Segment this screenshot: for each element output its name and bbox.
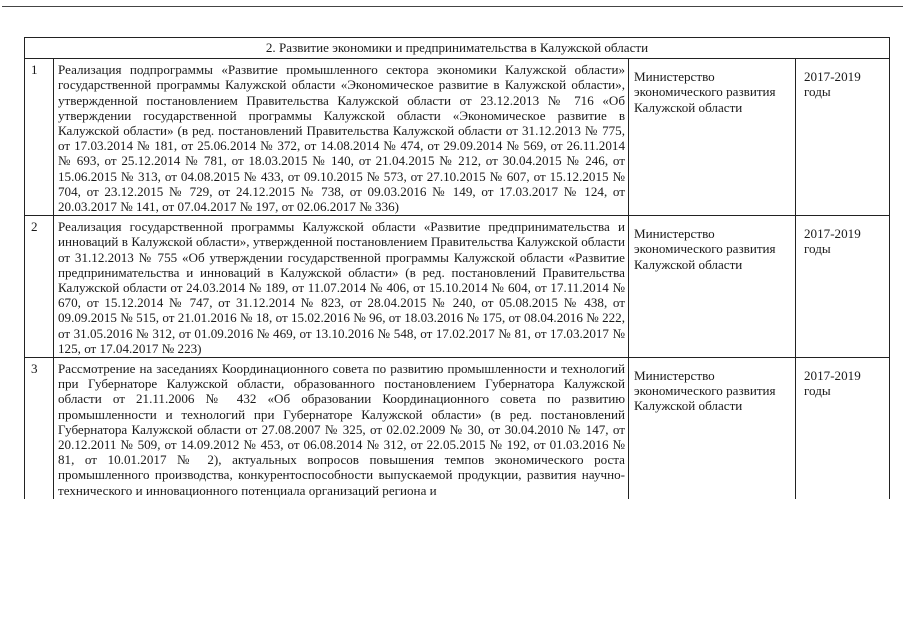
row-executor: Министерство экономического развития Калужской области xyxy=(629,59,796,216)
row-description: Реализация государственной программы Калужской области «Развитие предпринимательства и инноваций в Калужской области», утвержденной постановлением Правительства Калужской области от 31.12.2013 № 755 «Об утверждении государственной программы Калужской области «Развитие предпринимательства и инноваций в Калужской области» (в ред. постановлений Правительства Калужской области от 24.03.2014 № 189, от 11.07.2014 № 406, от 15.10.2014 № 604, от 17.11.2014 № 670, от 15.12.2014 № 747, от 31.12.2014 № 823, от 28.04.2015 № 240, от 05.08.2015 № 438, от 09.09.2015 № 515, от 21.01.2016 № 18, от 15.02.2016 № 96, от 18.03.2016 № 175, от 08.04.2016 № 222, от 31.05.2016 № 312, от 01.09.2016 № 469, от 13.10.2016 № 548, от 17.02.2017 № 81, от 17.03.2017 № 125, от 17.04.2017 № 223) xyxy=(54,216,629,358)
row-term: 2017-2019 годы xyxy=(796,358,890,499)
table-row xyxy=(25,216,890,358)
row-executor: Министерство экономического развития Калужской области xyxy=(629,216,796,358)
top-rule xyxy=(2,6,903,7)
row-description: Реализация подпрограммы «Развитие промышленного сектора экономики Калужской области» государственной программы Калужской области «Экономическое развитие в Калужской области», утвержденной постановлением Правительства Калужской области от 23.12.2013 № 716 «Об утверждении государственной программы Калужской области «Экономическое развитие в Калужской области» (в ред. постановлений Правительства Калужской области от 31.12.2013 № 775, от 17.03.2014 № 181, от 25.06.2014 № 372, от 14.08.2014 № 474, от 29.09.2014 № 569, от 26.11.2014 № 693, от 25.12.2014 № 781, от 18.03.2015 № 140, от 21.04.2015 № 212, от 30.04.2015 № 246, от 15.06.2015 № 313, от 04.08.2015 № 433, от 09.10.2015 № 573, от 27.10.2015 № 607, от 15.12.2015 № 704, от 23.12.2015 № 729, от 24.12.2015 № 738, от 09.03.2016 № 149, от 17.03.2017 № 124, от 20.03.2017 № 141, от 07.04.2017 № 197, от 02.06.2017 № 336) xyxy=(54,59,629,216)
row-number: 2 xyxy=(25,216,54,358)
row-number: 1 xyxy=(25,59,54,216)
table-row xyxy=(25,59,890,216)
measures-table xyxy=(24,37,890,499)
row-term: 2017-2019 годы xyxy=(796,216,890,358)
row-number: 3 xyxy=(25,358,54,499)
row-description: Рассмотрение на заседаниях Координационного совета по развитию промышленности и технологий при Губернаторе Калужской области, образованного постановлением Губернатора Калужской области от 21.11.2006 № 432 «Об образовании Координационного совета по развитию промышленности и технологий при Губернаторе Калужской области» (в ред. постановлений Губернатора Калужской области от 27.08.2007 № 325, от 02.02.2009 № 30, от 30.04.2010 № 147, от 20.12.2011 № 509, от 14.09.2012 № 453, от 06.08.2014 № 312, от 22.05.2015 № 192, от 01.03.2016 № 81, от 10.01.2017 № 2), актуальных вопросов повышения темпов экономического роста промышленного производства, конкурентоспособности выпускаемой продукции, развития научно-технического и инновационного потенциала организаций региона и xyxy=(54,358,629,499)
row-term: 2017-2019 годы xyxy=(796,59,890,216)
section-header-row xyxy=(25,38,890,59)
section-title: 2. Развитие экономики и предпринимательства в Калужской области xyxy=(25,38,890,59)
row-executor: Министерство экономического развития Калужской области xyxy=(629,358,796,499)
table-row xyxy=(25,358,890,499)
